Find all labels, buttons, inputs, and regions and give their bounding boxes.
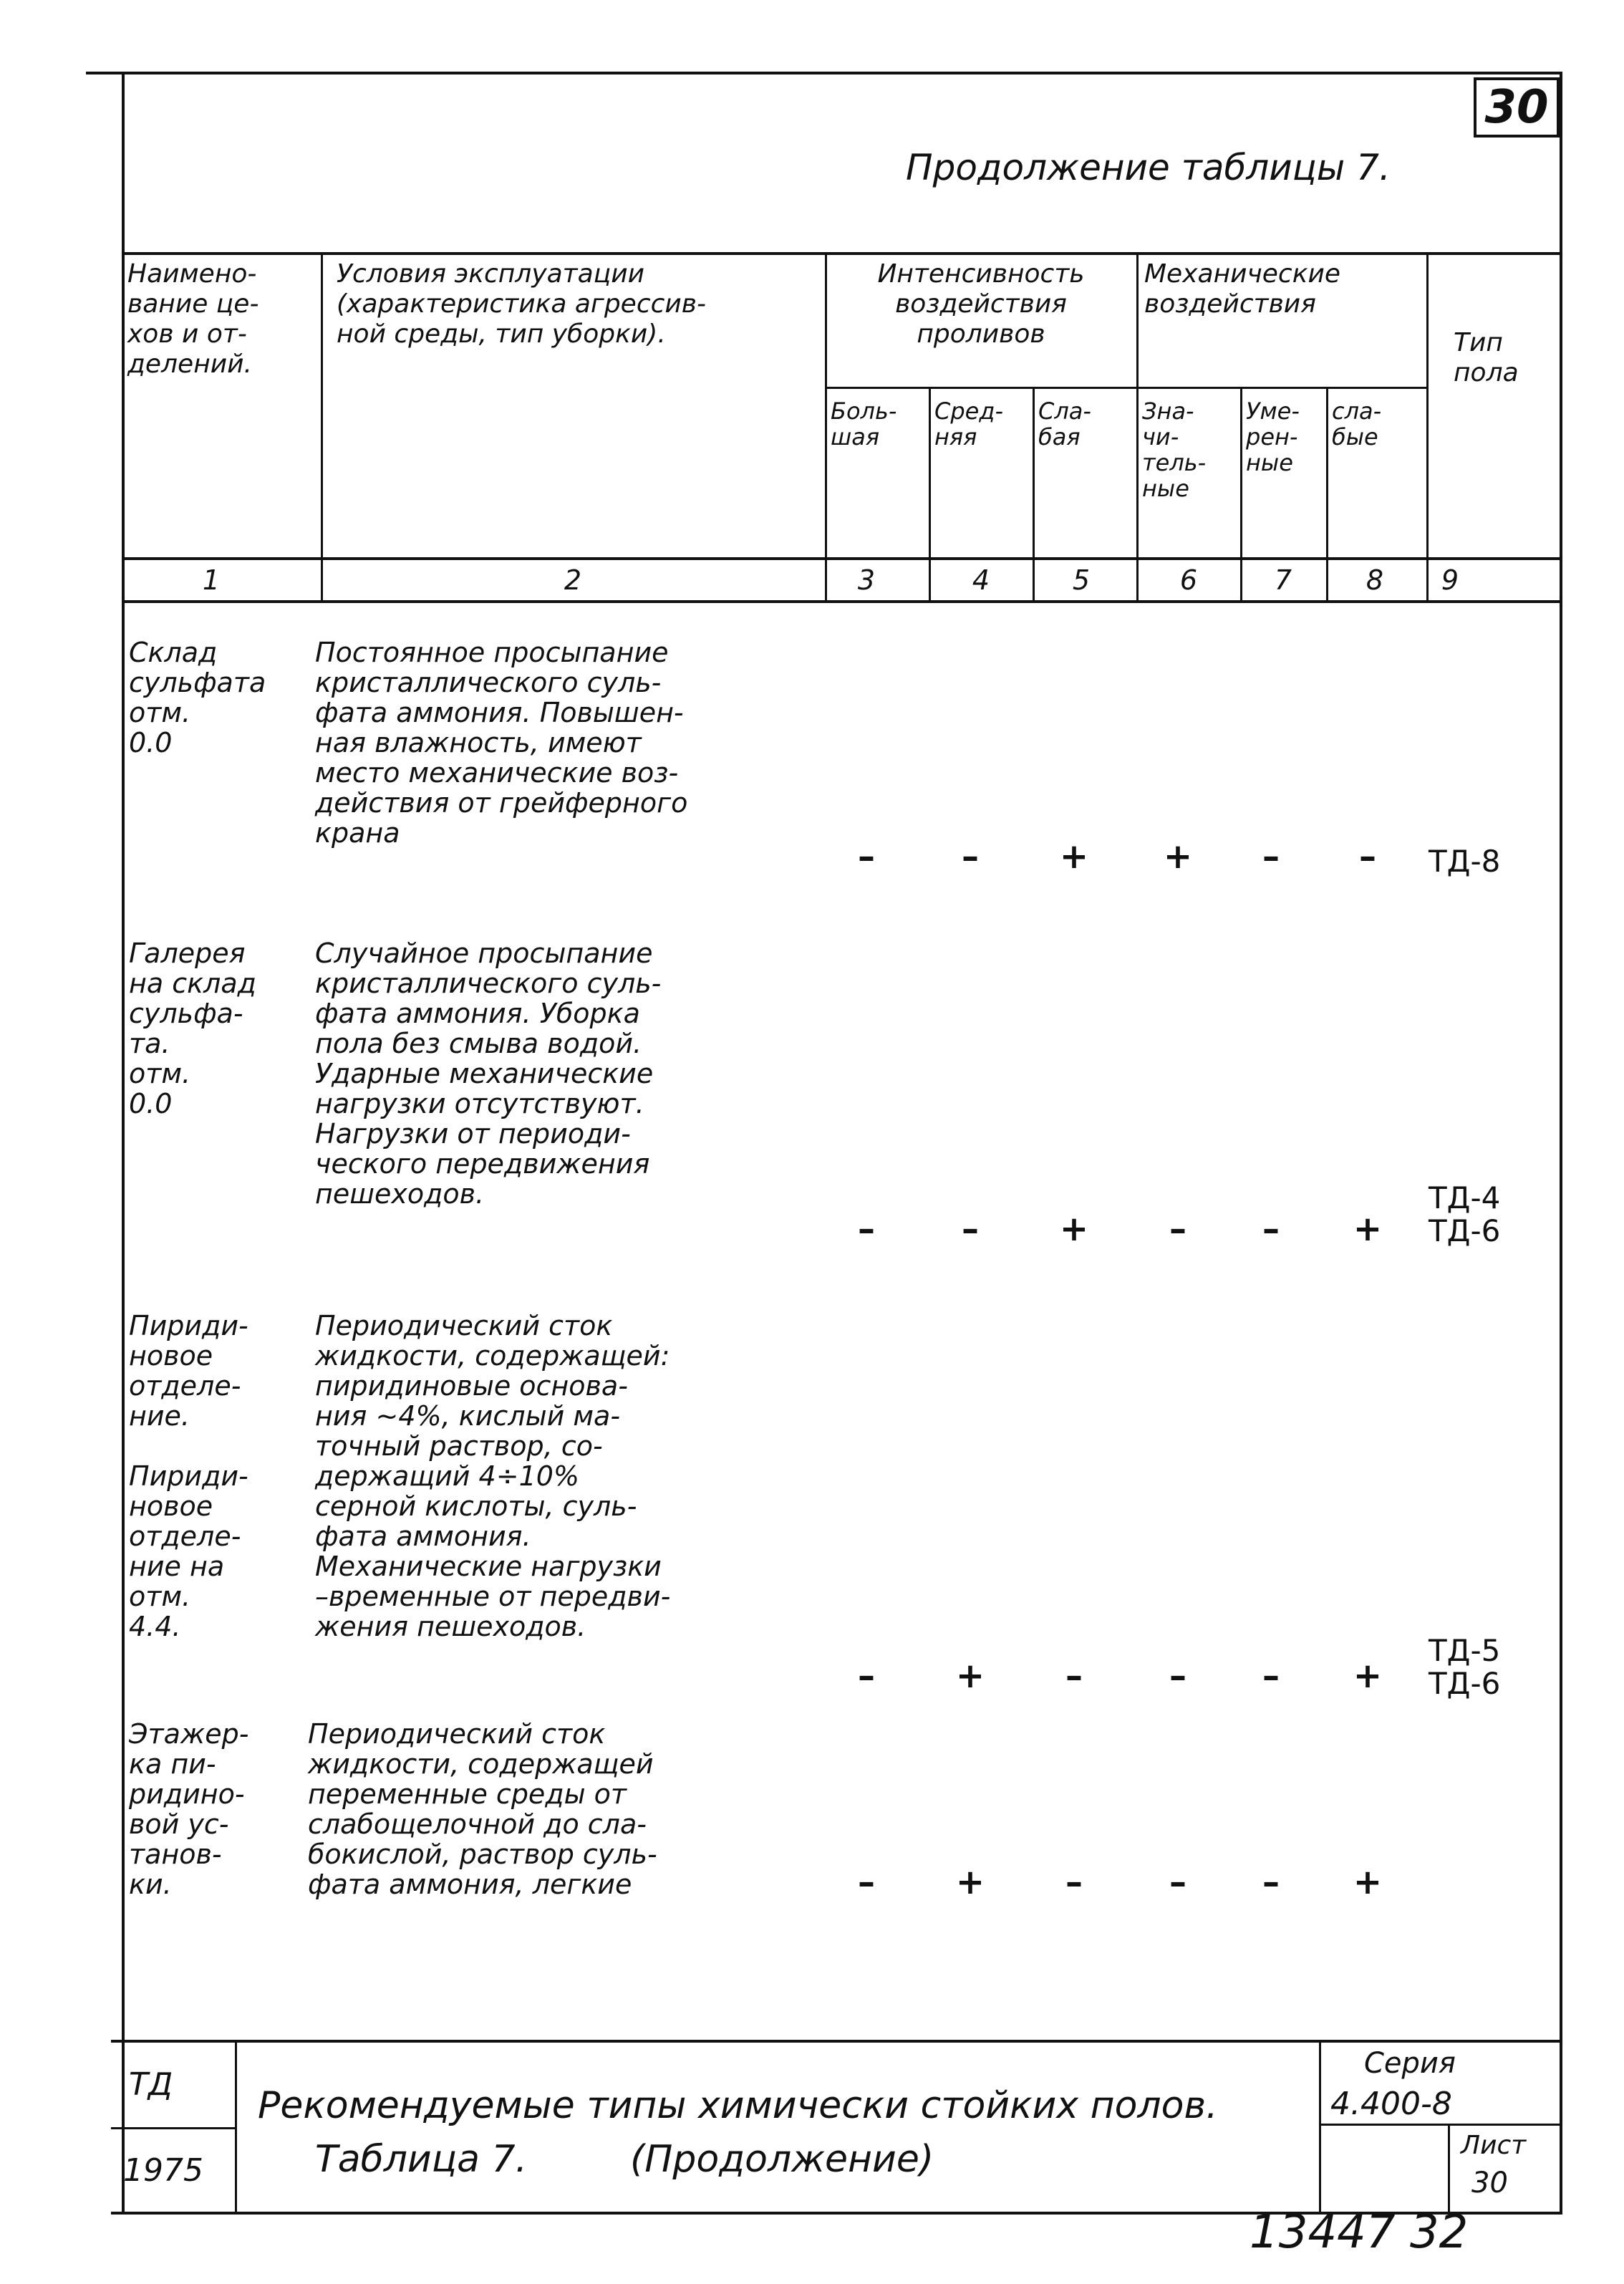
row4-mark-4: + bbox=[955, 1862, 985, 1902]
header-floor-type: Тип пола bbox=[1454, 328, 1519, 387]
colnum-1: 1 bbox=[202, 564, 221, 596]
top-border bbox=[86, 72, 1562, 74]
subheader-weak: Сла- бая bbox=[1038, 397, 1091, 450]
continuation-title: Продолжение таблицы 7. bbox=[906, 147, 1391, 188]
row2-mark-3: – bbox=[858, 1209, 875, 1249]
left-border bbox=[122, 72, 125, 2213]
row1-mark-6: + bbox=[1163, 837, 1193, 877]
row4-mark-3: – bbox=[858, 1862, 875, 1902]
col-divider-8 bbox=[1426, 252, 1429, 600]
row4-mark-7: – bbox=[1262, 1862, 1280, 1902]
stamp-divider-right bbox=[1319, 2040, 1321, 2212]
header-col2: Условия эксплуатации (характеристика агрессив- ной среды, тип уборки). bbox=[337, 259, 707, 349]
stamp-divider-left bbox=[235, 2040, 237, 2212]
colnum-6: 6 bbox=[1179, 564, 1198, 596]
stamp-year: 1975 bbox=[123, 2152, 203, 2189]
col-divider-6 bbox=[1240, 387, 1242, 600]
stamp-series-label: Серия bbox=[1364, 2047, 1456, 2080]
stamp-sheet-label: Лист bbox=[1461, 2131, 1527, 2160]
subheader-large: Боль- шая bbox=[831, 397, 897, 450]
stamp-title: Рекомендуемые типы химически стойких полов. bbox=[258, 2084, 1218, 2127]
row4-mark-8: + bbox=[1353, 1862, 1383, 1902]
row2-name: Галерея на склад сульфа- та. отм. 0.0 bbox=[129, 938, 256, 1119]
row2-mark-7: – bbox=[1262, 1209, 1280, 1249]
row4-name: Этажер- ка пи- ридино- вой ус- танов- ки. bbox=[129, 1718, 249, 1900]
row1-mark-8: – bbox=[1359, 837, 1376, 877]
row3-mark-6: – bbox=[1169, 1656, 1186, 1696]
subheader-moderate: Уме- рен- ные bbox=[1246, 397, 1300, 476]
colnum-5: 5 bbox=[1072, 564, 1091, 596]
row1-mark-3: – bbox=[858, 837, 875, 877]
stamp-right-mid-line bbox=[1319, 2124, 1562, 2126]
row2-mark-8: + bbox=[1353, 1209, 1383, 1249]
row2-floor-type: ТД-4 ТД-6 bbox=[1429, 1180, 1501, 1248]
header-intensity: Интенсивность воздействия проливов bbox=[877, 259, 1085, 349]
colnum-7: 7 bbox=[1274, 564, 1292, 596]
row3-mark-4: + bbox=[955, 1656, 985, 1696]
col-divider-7 bbox=[1326, 387, 1328, 600]
colnum-8: 8 bbox=[1366, 564, 1384, 596]
header-top-line bbox=[122, 252, 1562, 255]
colnum-bottom-line bbox=[122, 600, 1562, 603]
colnum-2: 2 bbox=[564, 564, 582, 596]
row2-mark-4: – bbox=[962, 1209, 979, 1249]
row3-floor-type: ТД-5 ТД-6 bbox=[1429, 1633, 1501, 1701]
stamp-divider-sheet bbox=[1448, 2124, 1450, 2212]
row1-mark-7: – bbox=[1262, 837, 1280, 877]
row4-mark-6: – bbox=[1169, 1862, 1186, 1902]
bottom-number: 13447 32 bbox=[1250, 2206, 1469, 2259]
right-border bbox=[1560, 72, 1562, 2213]
row1-conditions: Постоянное просыпание кристаллического суль- фата аммония. Повышен- ная влажность, имеют место механические воз- действия от грейферного крана bbox=[315, 637, 688, 849]
stamp-left-mid-line bbox=[111, 2127, 236, 2129]
row2-conditions: Случайное просыпание кристаллического суль- фата аммония. Уборка пола без смыва водой. Ударные механические нагрузки отсутствуют. Нагрузки от периоди- ческого передвижения пешеходов. bbox=[315, 938, 662, 1210]
subheader-line bbox=[825, 387, 1426, 389]
header-bottom-line bbox=[122, 557, 1562, 560]
row1-floor-type: ТД-8 bbox=[1429, 844, 1501, 879]
row3-mark-8: + bbox=[1353, 1656, 1383, 1696]
col-divider-4 bbox=[1033, 387, 1035, 600]
row4-conditions: Периодический сток жидкости, содержащей переменные среды от слабощелочной до сла- бокислой, раствор суль- фата аммония, легкие bbox=[308, 1718, 657, 1900]
row4-mark-5: – bbox=[1065, 1862, 1083, 1902]
row3-mark-5: – bbox=[1065, 1656, 1083, 1696]
row3-mark-3: – bbox=[858, 1656, 875, 1696]
stamp-sheet-value: 30 bbox=[1471, 2167, 1508, 2199]
stamp-series-value: 4.400-8 bbox=[1330, 2086, 1452, 2122]
col-divider-3 bbox=[929, 387, 931, 600]
subheader-significant: Зна- чи- тель- ные bbox=[1142, 397, 1207, 502]
row2-mark-6: – bbox=[1169, 1209, 1186, 1249]
stamp-subtitle-note: (Продолжение) bbox=[630, 2138, 934, 2181]
stamp-top-line bbox=[111, 2040, 1562, 2043]
row1-mark-4: – bbox=[962, 837, 979, 877]
row2-mark-5: + bbox=[1059, 1209, 1089, 1249]
row3-mark-7: – bbox=[1262, 1656, 1280, 1696]
stamp-org: ТД bbox=[129, 2066, 173, 2103]
col-divider-5 bbox=[1136, 252, 1139, 600]
col-divider-1 bbox=[321, 252, 323, 600]
subheader-light: сла- бые bbox=[1332, 397, 1382, 450]
row3-name: Пириди- новое отделе- ние. Пириди- новое отделе- ние на отм. 4.4. bbox=[129, 1310, 248, 1642]
colnum-3: 3 bbox=[857, 564, 876, 596]
header-col1: Наимено- вание це- хов и от- делений. bbox=[127, 259, 259, 379]
row3-conditions: Периодический сток жидкости, содержащей: пиридиновые основа- ния ~4%, кислый ма- точный раствор, со- держащий 4÷10% серной кислоты, суль- фата аммония. Механические нагрузки –временные от передви- жения пешеходов. bbox=[315, 1310, 671, 1642]
stamp-subtitle: Таблица 7. bbox=[315, 2138, 528, 2181]
page-number: 30 bbox=[1474, 77, 1560, 138]
subheader-medium: Сред- няя bbox=[934, 397, 1004, 450]
row1-name: Склад сульфата отм. 0.0 bbox=[129, 637, 266, 758]
colnum-4: 4 bbox=[972, 564, 990, 596]
row1-mark-5: + bbox=[1059, 837, 1089, 877]
col-divider-2 bbox=[825, 252, 827, 600]
colnum-9: 9 bbox=[1441, 564, 1459, 596]
header-mechanical: Механические воздействия bbox=[1144, 259, 1341, 319]
